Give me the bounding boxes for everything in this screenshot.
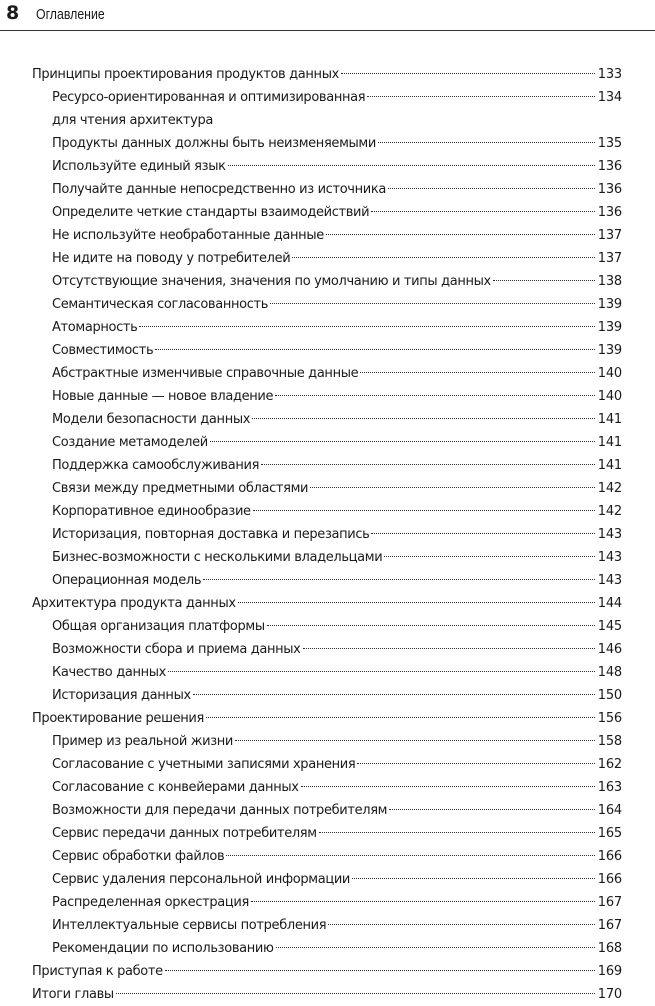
toc-subsection-entry[interactable]	[32, 845, 622, 868]
dot-leader	[384, 556, 594, 557]
toc-subsection-entry[interactable]	[32, 477, 622, 500]
dot-leader	[292, 257, 594, 258]
running-title: Оглавление	[36, 7, 105, 23]
toc-entry-title: Сервис передачи данных потребителям	[52, 826, 317, 841]
toc-entry-page: 170	[597, 987, 622, 1002]
dot-leader	[116, 993, 595, 994]
toc-section-entry[interactable]	[32, 63, 622, 86]
dot-leader	[235, 740, 595, 741]
toc-entry-title: Новые данные — новое владение	[52, 389, 274, 404]
dot-leader	[360, 372, 594, 373]
dot-leader	[155, 349, 595, 350]
toc-entry-title: Архитектура продукта данных	[32, 596, 236, 611]
dot-leader	[326, 234, 595, 235]
toc-subsection-entry[interactable]	[32, 86, 622, 132]
dot-leader	[357, 763, 594, 764]
toc-entry-title: Совместимость	[52, 343, 154, 358]
dot-leader	[253, 510, 595, 511]
toc-entry-title: Общая организация платформы	[52, 619, 265, 634]
dot-leader	[301, 786, 595, 787]
dot-leader	[493, 280, 595, 281]
toc-subsection-entry[interactable]	[32, 753, 622, 776]
toc-entry-title: Интеллектуальные сервисы потребления	[52, 918, 327, 933]
toc-subsection-entry[interactable]	[32, 868, 622, 891]
toc-subsection-entry[interactable]	[32, 937, 622, 960]
toc-entry-title: Бизнес-возможности с несколькими владельцами	[52, 550, 383, 565]
toc-entry-title: Качество данных	[52, 665, 167, 680]
toc-entry-title: Приступая к работе	[32, 964, 163, 979]
toc-subsection-entry[interactable]	[32, 615, 622, 638]
toc-entry-page: 136	[597, 205, 622, 220]
toc-subsection-entry[interactable]	[32, 362, 622, 385]
toc-entry-page: 164	[597, 803, 622, 818]
dot-leader	[270, 303, 595, 304]
page-header	[0, 0, 655, 33]
toc-entry-page: 142	[597, 481, 622, 496]
toc-entry-title: Создание метамоделей	[52, 435, 208, 450]
toc-entry-title: Проектирование решения	[32, 711, 204, 726]
toc-entry-page: 142	[597, 504, 622, 519]
dot-leader	[252, 418, 595, 419]
page-number: 8	[6, 2, 20, 24]
dot-leader	[303, 648, 595, 649]
toc-entry-page: 141	[597, 412, 622, 427]
toc-entry-page: 150	[597, 688, 622, 703]
toc-entry-title: Атомарность	[52, 320, 138, 335]
toc-subsection-entry[interactable]	[32, 385, 622, 408]
toc-entry-title: Корпоративное единообразие	[52, 504, 251, 519]
toc-entry-page: 137	[597, 251, 622, 266]
toc-subsection-entry[interactable]	[32, 155, 622, 178]
dot-leader	[367, 96, 595, 97]
toc-entry-page: 169	[597, 964, 622, 979]
toc-subsection-entry[interactable]	[32, 569, 622, 592]
toc-subsection-entry[interactable]	[32, 408, 622, 431]
toc-entry-title: Модели безопасности данных	[52, 412, 251, 427]
toc-entry-title: Используйте единый язык	[52, 159, 226, 174]
toc-entry-page: 143	[597, 527, 622, 542]
toc-entry-page: 165	[597, 826, 622, 841]
dot-leader	[310, 487, 595, 488]
dot-leader	[251, 901, 595, 902]
dot-leader	[275, 395, 595, 396]
toc-entry-page: 163	[597, 780, 622, 795]
toc-entry-title: Связи между предметными областями	[52, 481, 309, 496]
toc-entry-page: 162	[597, 757, 622, 772]
dot-leader	[319, 832, 595, 833]
dot-leader	[168, 671, 595, 672]
toc-subsection-entry[interactable]	[32, 247, 622, 270]
toc-section-entry[interactable]	[32, 592, 622, 615]
dot-leader	[328, 924, 595, 925]
toc-entry-page: 135	[597, 136, 622, 151]
toc-entry-page: 134	[597, 90, 622, 105]
toc-entry-page: 144	[597, 596, 622, 611]
toc-entry-page: 136	[597, 159, 622, 174]
toc-entry-title: Итоги главы	[32, 987, 114, 1002]
dot-leader	[261, 464, 595, 465]
toc-entry-title: Семантическая согласованность	[52, 297, 269, 312]
toc-subsection-entry[interactable]	[32, 822, 622, 845]
dot-leader	[203, 579, 595, 580]
toc-entry-page: 137	[597, 228, 622, 243]
toc-subsection-entry[interactable]	[32, 293, 622, 316]
dot-leader	[206, 717, 595, 718]
toc-subsection-entry[interactable]	[32, 661, 622, 684]
toc-entry-title: Поддержка самообслуживания	[52, 458, 260, 473]
toc-subsection-entry[interactable]	[32, 546, 622, 569]
toc-subsection-entry[interactable]	[32, 270, 622, 293]
toc-entry-page: 167	[597, 918, 622, 933]
toc-entry-title: Историзация, повторная доставка и перезапись	[52, 527, 370, 542]
toc-entry-title: Возможности для передачи данных потребителям	[52, 803, 388, 818]
toc-entry-page: 143	[597, 550, 622, 565]
toc-entry-title: Не идите на поводу у потребителей	[52, 251, 291, 266]
dot-leader	[226, 855, 594, 856]
dot-leader	[389, 809, 595, 810]
toc-entry-page: 139	[597, 297, 622, 312]
dot-leader	[371, 211, 595, 212]
toc-entry-title: Ресурсо-ориентированная и оптимизированная для чтения архитектура	[52, 90, 366, 128]
toc-entry-title: Пример из реальной жизни	[52, 734, 234, 749]
toc-entry-title: Не используйте необработанные данные	[52, 228, 324, 243]
toc-entry-page: 139	[597, 343, 622, 358]
toc-entry-title: Определите четкие стандарты взаимодействий	[52, 205, 370, 220]
toc-entry-title: Операционная модель	[52, 573, 202, 588]
toc-entry-page: 136	[597, 182, 622, 197]
toc-subsection-entry[interactable]	[32, 914, 622, 937]
toc-entry-page: 168	[597, 941, 622, 956]
toc-entry-page: 145	[597, 619, 622, 634]
toc-subsection-entry[interactable]	[32, 799, 622, 822]
toc-entry-page: 143	[597, 573, 622, 588]
toc-section-entry[interactable]	[32, 707, 622, 730]
toc-entry-title: Продукты данных должны быть неизменяемыми	[52, 136, 376, 151]
toc-entry-page: 146	[597, 642, 622, 657]
toc-entry-page: 158	[597, 734, 622, 749]
toc-entry-title: Получайте данные непосредственно из источника	[52, 182, 386, 197]
toc-entry-page: 141	[597, 458, 622, 473]
toc-entry-page: 141	[597, 435, 622, 450]
toc-entry-page: 139	[597, 320, 622, 335]
toc-entry-title: Согласование с учетными записями хранения	[52, 757, 356, 772]
toc-entry-page: 140	[597, 389, 622, 404]
toc-subsection-entry[interactable]	[32, 224, 622, 247]
dot-leader	[139, 326, 594, 327]
dot-leader	[228, 165, 595, 166]
toc-subsection-entry[interactable]	[32, 776, 622, 799]
toc-entry-title: Рекомендации по использованию	[52, 941, 274, 956]
dot-leader	[341, 73, 595, 74]
toc-entry-title: Отсутствующие значения, значения по умолчанию и типы данных	[52, 274, 491, 289]
toc-entry-title: Возможности сбора и приема данных	[52, 642, 301, 657]
toc-entry-title: Согласование с конвейерами данных	[52, 780, 299, 795]
toc-entry-page: 140	[597, 366, 622, 381]
dot-leader	[378, 142, 595, 143]
toc-entry-page: 156	[597, 711, 622, 726]
toc-entry-title: Абстрактные изменчивые справочные данные	[52, 366, 359, 381]
toc-subsection-entry[interactable]	[32, 454, 622, 477]
dot-leader	[210, 441, 595, 442]
toc-subsection-entry[interactable]	[32, 684, 622, 707]
toc-entry-page: 166	[597, 872, 622, 887]
toc-entry-title: Распределенная оркестрация	[52, 895, 249, 910]
toc-subsection-entry[interactable]	[32, 339, 622, 362]
toc-subsection-entry[interactable]	[32, 431, 622, 454]
toc-subsection-entry[interactable]	[32, 316, 622, 339]
toc-entry-title: Сервис удаления персональной информации	[52, 872, 351, 887]
header-rule	[0, 30, 655, 31]
toc-entry-page: 167	[597, 895, 622, 910]
toc-entry-page: 166	[597, 849, 622, 864]
toc-subsection-entry[interactable]	[32, 523, 622, 546]
toc-subsection-entry[interactable]	[32, 891, 622, 914]
toc-section-entry[interactable]	[32, 960, 622, 983]
dot-leader	[276, 947, 595, 948]
toc-entry-page: 138	[597, 274, 622, 289]
toc-subsection-entry[interactable]	[32, 201, 622, 224]
table-of-contents	[32, 63, 622, 1006]
toc-subsection-entry[interactable]	[32, 500, 622, 523]
toc-entry-title: Историзация данных	[52, 688, 191, 703]
toc-entry-title: Сервис обработки файлов	[52, 849, 225, 864]
dot-leader	[352, 878, 595, 879]
toc-subsection-entry[interactable]	[32, 638, 622, 661]
dot-leader	[238, 602, 595, 603]
toc-subsection-entry[interactable]	[32, 132, 622, 155]
toc-entry-title: Принципы проектирования продуктов данных	[32, 67, 339, 82]
toc-subsection-entry[interactable]	[32, 730, 622, 753]
toc-subsection-entry[interactable]	[32, 178, 622, 201]
dot-leader	[371, 533, 594, 534]
toc-entry-page: 148	[597, 665, 622, 680]
dot-leader	[388, 188, 595, 189]
toc-entry-page: 133	[597, 67, 622, 82]
toc-section-entry[interactable]	[32, 983, 622, 1006]
dot-leader	[193, 694, 595, 695]
dot-leader	[267, 625, 595, 626]
dot-leader	[165, 970, 595, 971]
